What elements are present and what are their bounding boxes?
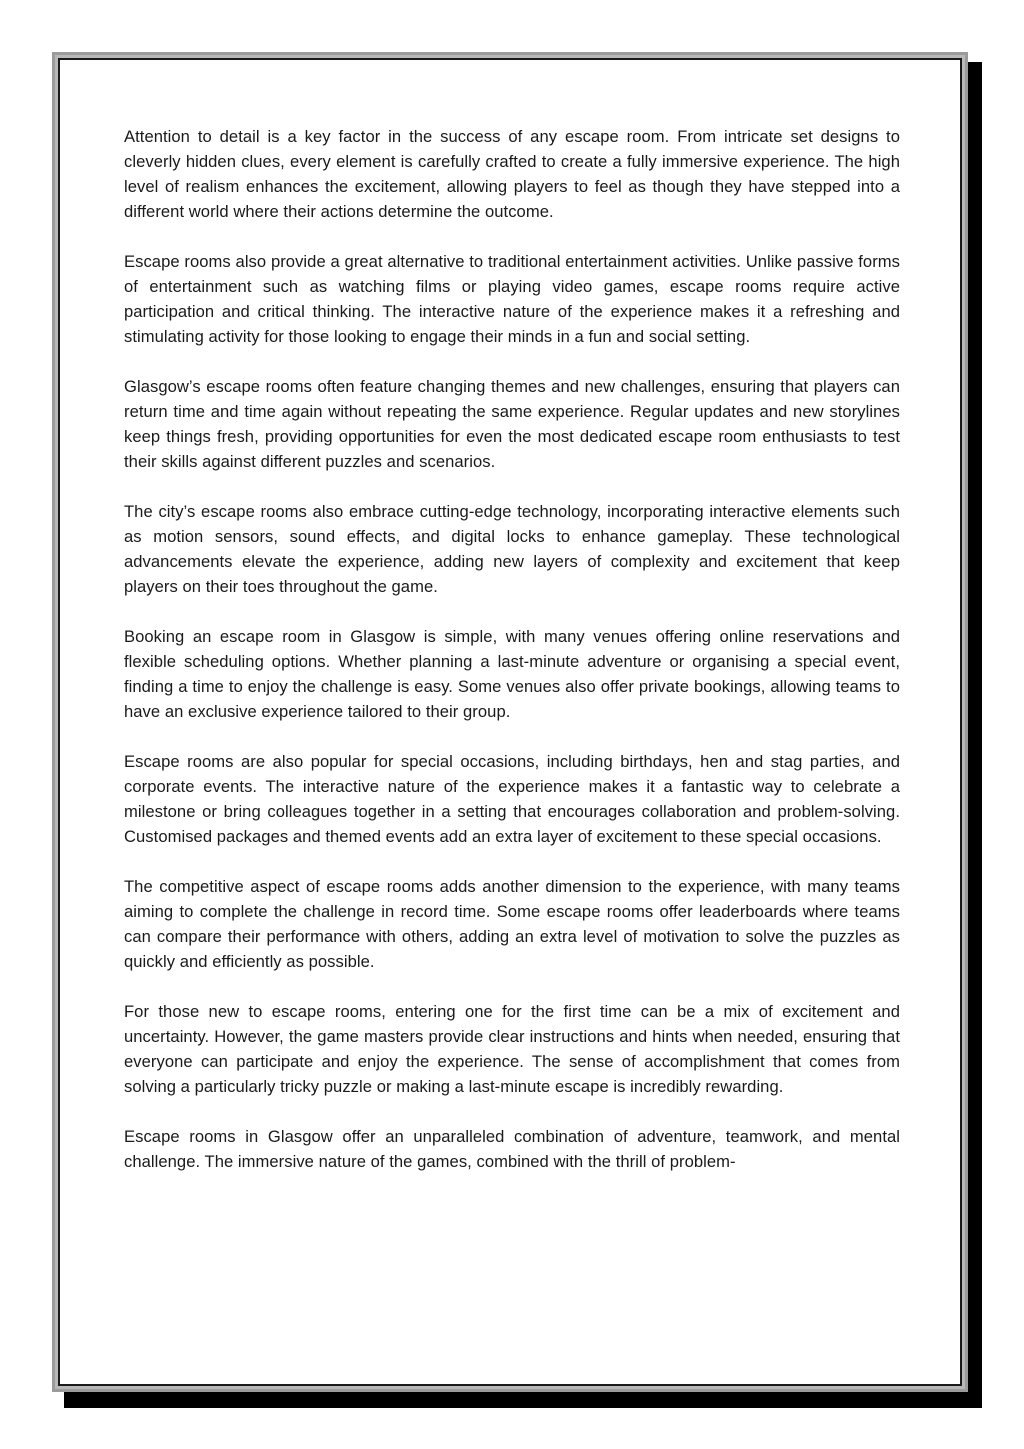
document-body (124, 124, 900, 1174)
paragraph-alternative-entertainment: Escape rooms also provide a great alternative to traditional entertainment activities. Unlike passive forms of entertainment such as watching films or playing video games, escape rooms require active participation and critical thinking. The interactive nature of the experience makes it a refreshing and stimulating activity for those looking to engage their minds in a fun and social setting. (124, 252, 900, 346)
paragraph-new-players: For those new to escape rooms, entering one for the first time can be a mix of excitement and uncertainty. However, the game masters provide clear instructions and hints when needed, ensuring that everyone can participate and enjoy the experience. The sense of accomplishment that comes from solving a particularly tricky puzzle or making a last-minute escape is incredibly rewarding. (124, 1002, 900, 1096)
paragraph-competitive-aspect: The competitive aspect of escape rooms adds another dimension to the experience, with many teams aiming to complete the challenge in record time. Some escape rooms offer leaderboards where teams can compare their performance with others, adding an extra level of motivation to solve the puzzles as quickly and efficiently as possible. (124, 877, 900, 971)
paragraph-booking: Booking an escape room in Glasgow is simple, with many venues offering online reservations and flexible scheduling options. Whether planning a last-minute adventure or organising a special event, finding a time to enjoy the challenge is easy. Some venues also offer private bookings, allowing teams to have an exclusive experience tailored to their group. (124, 627, 900, 721)
paragraph-conclusion: Escape rooms in Glasgow offer an unparalleled combination of adventure, teamwork, and mental challenge. The immersive nature of the games, combined with the thrill of problem- (124, 1127, 900, 1171)
paragraph-technology: The city’s escape rooms also embrace cutting-edge technology, incorporating interactive elements such as motion sensors, sound effects, and digital locks to enhance gameplay. These technological advancements elevate the experience, adding new layers of complexity and excitement that keep players on their toes throughout the game. (124, 502, 900, 596)
paragraph-changing-themes: Glasgow’s escape rooms often feature changing themes and new challenges, ensuring that players can return time and time again without repeating the same experience. Regular updates and new storylines keep things fresh, providing opportunities for even the most dedicated escape room enthusiasts to test their skills against different puzzles and scenarios. (124, 377, 900, 471)
paragraph-special-occasions: Escape rooms are also popular for special occasions, including birthdays, hen and stag parties, and corporate events. The interactive nature of the experience makes it a fantastic way to celebrate a milestone or bring colleagues together in a setting that encourages collaboration and problem-solving. Customised packages and themed events add an extra layer of excitement to these special occasions. (124, 752, 900, 846)
paragraph-attention-to-detail: Attention to detail is a key factor in the success of any escape room. From intricate set designs to cleverly hidden clues, every element is carefully crafted to create a fully immersive experience. The high level of realism enhances the excitement, allowing players to feel as though they have stepped into a different world where their actions determine the outcome. (124, 127, 900, 221)
